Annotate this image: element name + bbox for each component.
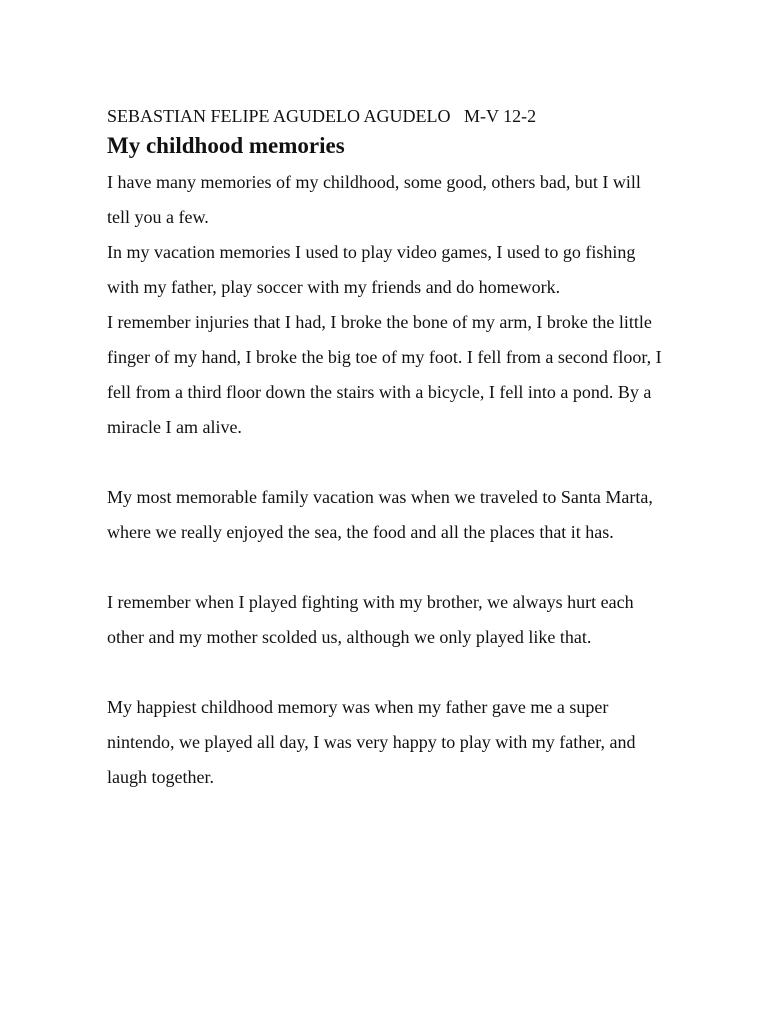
paragraph-happiest-memory: My happiest childhood memory was when my father gave me a super nintendo, we played all day, I was very happy to play with my father, and laugh together. bbox=[107, 697, 636, 787]
paragraph-family-vacation: My most memorable family vacation was when we traveled to Santa Marta, where we really enjoyed the sea, the food and all the places that it has. bbox=[107, 487, 653, 542]
paragraph-intro: I have many memories of my childhood, some good, others bad, but I will tell you a few. bbox=[107, 172, 641, 227]
document-title: My childhood memories bbox=[107, 133, 345, 158]
document-body bbox=[107, 103, 667, 795]
paragraph-brother: I remember when I played fighting with my brother, we always hurt each other and my mother scolded us, although we only played like that. bbox=[107, 592, 634, 647]
paragraph-injuries: I remember injuries that I had, I broke the bone of my arm, I broke the little finger of my hand, I broke the big toe of my foot. I fell from a second floor, I fell from a third floor down the stairs with a bicycle, I fell into a pond. By a miracle I am alive. bbox=[107, 312, 662, 437]
author-class-line: SEBASTIAN FELIPE AGUDELO AGUDELO M-V 12-2 bbox=[107, 106, 537, 126]
paragraph-vacation: In my vacation memories I used to play video games, I used to go fishing with my father, play soccer with my friends and do homework. bbox=[107, 242, 636, 297]
